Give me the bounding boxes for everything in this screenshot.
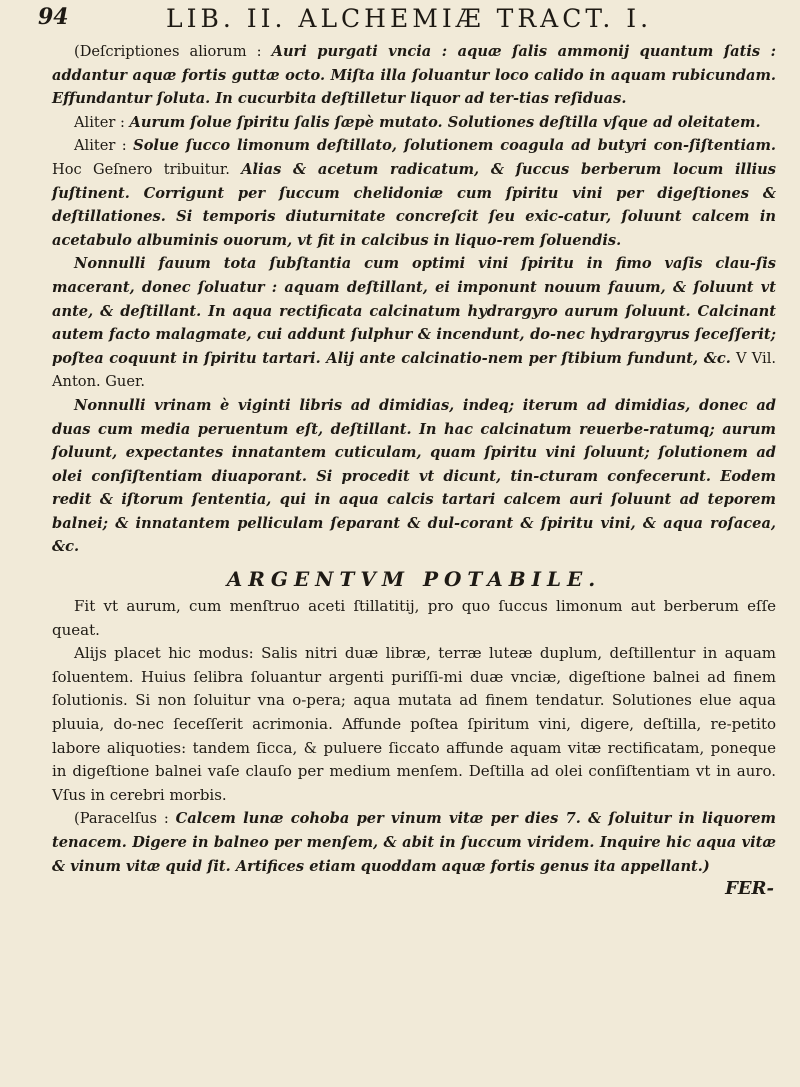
- paragraph-aliter-2: [52, 134, 776, 252]
- paragraph-lead: (Paracelſus :: [74, 810, 176, 828]
- paragraph-text: Auri purgati vncia : aquæ ſalis ammonij quantum ſatis : addantur aquæ fortis guttæ octo. Miſta illa ſoluantur loco calido in aquam rubicundam. Effundantur ſoluta. In cucurbita deſtilletur liquor ad ter-tias reſiduas.: [52, 43, 776, 108]
- paragraph-text: Nonnulli fauum tota ſubſtantia cum optimi vini ſpiritu in fimo vaſis clau-ſis macerant, donec ſoluatur : aquam deſtillant, ei imponunt nouum fauum, & ſoluunt vt ante, & deſtillant. In aqua rectificata calcinatum hydrargyro aurum ſoluunt. Calcinant autem facto malagmate, cui addunt ſulphur & incendunt, do-nec hydrargyrus ſeceſſerit; poſtea coquunt in ſpiritu tartari. Alij ante calcinatio-nem per ſtibium fundunt, &c.: [52, 255, 776, 367]
- paragraph-nonnulli-fauum: [52, 252, 776, 394]
- paragraph-text: Nonnulli vrinam è viginti libris ad dimidias, indeq; iterum ad dimidias, donec ad duas cum media peruentum eſt, deſtillant. In hac calcinatum reuerbe-ratumq; aurum ſoluunt, expectantes innatantem cuticulam, quam ſpiritu vini ſoluunt; ſolutionem ad olei conſiſtentiam diuaporant. Si procedit vt dicunt, tin-cturam confecerunt. Eodem redit & iſtorum ſententia, qui in aqua calcis tartari calcem auri ſoluunt ad teporem balnei; & innatantem pelliculam ſeparant & dul-corant & ſpiritu vini, & aqua roſacea, &c.: [52, 396, 776, 556]
- paragraph-nonnulli-vrinam: [52, 394, 776, 559]
- paragraph-text: Alias & acetum radicatum, & ſuccus berberum locum illius ſuſtinent. Corrigunt per ſuccum chelidoniæ cum ſpiritu vini per digeſtiones & deſtillationes. Si temporis diuturnitate concreſcit ſeu exic-catur, ſoluunt calcem in acetabulo albuminis ouorum, vt fit in calcibus in liquo-rem ſoluendis.: [52, 160, 776, 249]
- section-paragraph: Fit vt aurum, cum menſtruo aceti ſtillatitij, pro quo ſuccus limonum aut berberum eſſe queat.: [52, 597, 776, 639]
- paragraph-text: Solue ſucco limonum deſtillato, ſolutionem coagula ad butyri con-ſiſtentiam.: [133, 137, 777, 155]
- paragraph-aliter-1: [52, 111, 776, 135]
- paragraph-descriptiones: [52, 40, 776, 111]
- paragraph-paracelsus: [52, 807, 776, 878]
- running-head: LIB. II. ALCHEMIÆ TRACT. I.: [166, 4, 653, 33]
- page-body: [52, 40, 776, 899]
- section-paragraph: Alijs placet hic modus: Salis nitri duæ libræ, terræ luteæ duplum, deſtillentur in aquam ſoluentem. Huius ſelibra ſoluantur argenti puriſſi-mi duæ vnciæ, digeſtione balnei ad finem ſolutionis. Si non ſoluitur vna o-pera; aqua mutata ad finem tendatur. Solutiones elue aqua pluuia, do-nec ſeceſſerit acrimonia. Affunde poſtea ſpiritum vini, digere, deſtilla, re-petito labore aliquoties: tandem ſicca, & puluere ſiccato affunde aquam vitæ rectificatam, poneque in digeſtione balnei vaſe clauſo per medium menſem. Deſtilla ad olei conſiſtentiam vt in auro. Vſus in cerebri morbis.: [52, 644, 776, 804]
- paragraph-roman-note: Hoc Geſnero tribuitur.: [52, 160, 242, 178]
- paragraph-citation: V Vil. Anton. Guer.: [52, 349, 777, 391]
- page-header: [38, 4, 776, 38]
- section-body: [52, 595, 776, 807]
- catchword: FER-: [725, 878, 774, 900]
- paragraph-text: Aurum ſolue ſpiritu ſalis ſæpè mutato. Solutiones deſtilla vſque ad oleitatem.: [129, 113, 761, 131]
- page-number: 94: [38, 4, 69, 30]
- paragraph-lead: Aliter :: [74, 113, 130, 131]
- paragraph-lead: (Deſcriptiones aliorum :: [74, 43, 272, 60]
- paragraph-lead: Aliter :: [74, 137, 134, 155]
- paragraph-text: Calcem lunæ cohoba per vinum vitæ per dies 7. & ſoluitur in liquorem tenacem. Digere in balneo per menſem, & abit in ſuccum viridem. Inquire hic aqua vitæ & vinum vitæ quid ſit. Artifices etiam quoddam aquæ fortis genus ita appellant.): [52, 810, 777, 875]
- section-title: ARGENTVM POTABILE.: [226, 567, 602, 592]
